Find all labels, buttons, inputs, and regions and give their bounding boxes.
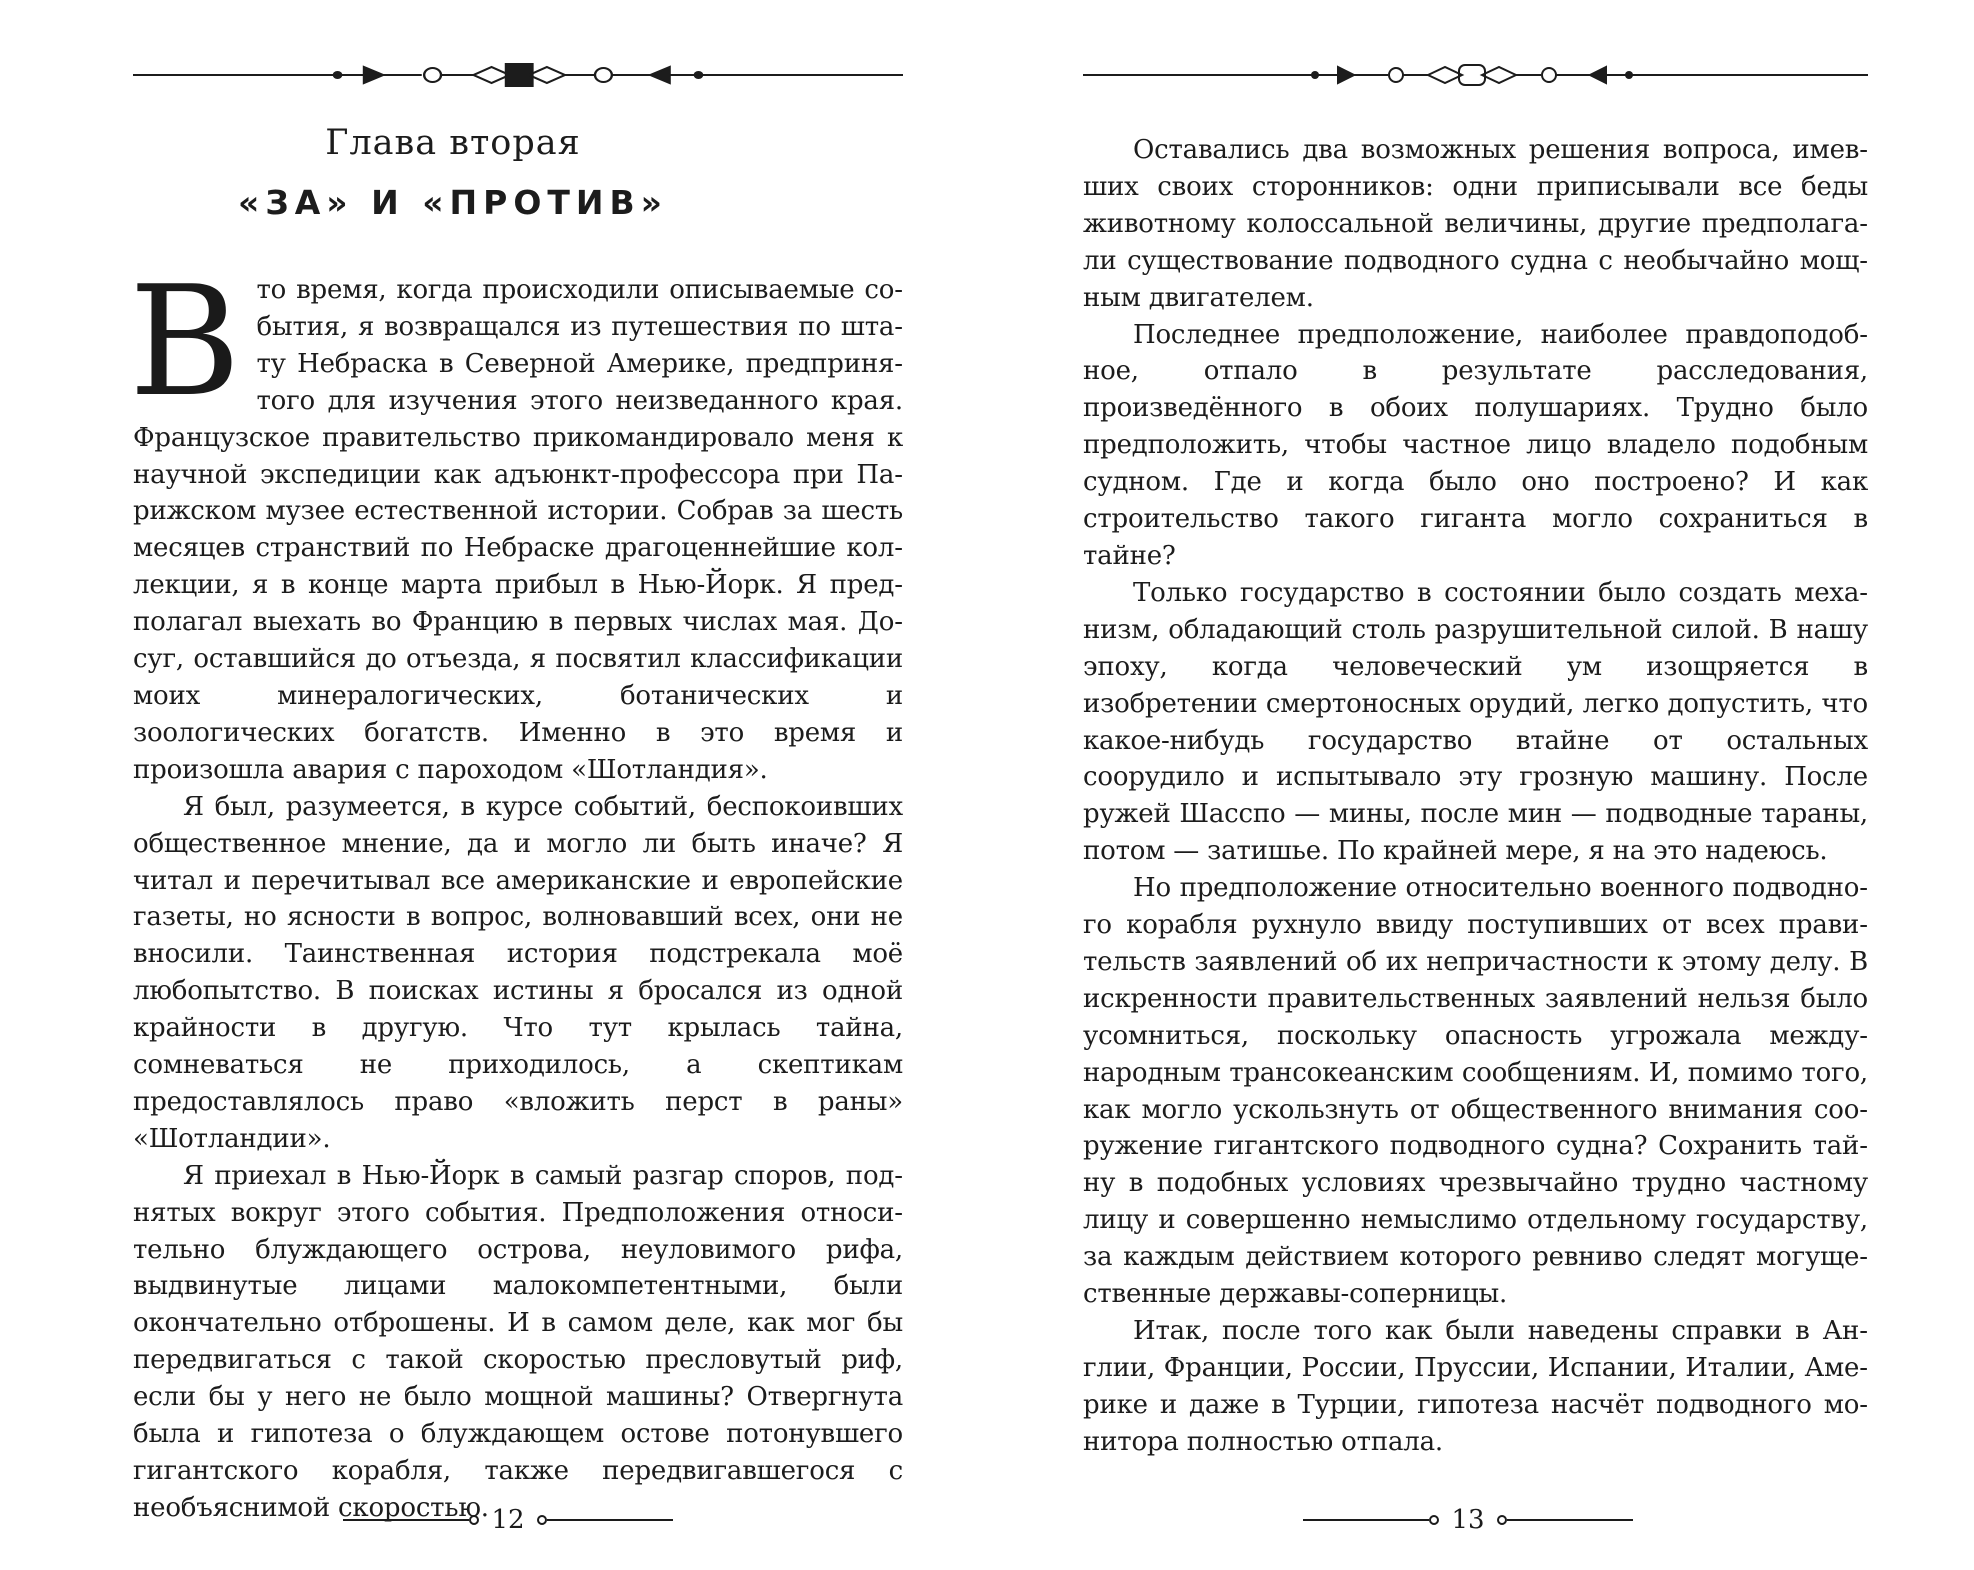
paragraph-text: то время, когда происходили описываемые события, я возвращался из путешествия по штату Небраска в Северной Америке, предпринятого для изучения этого неизведанного края. Французское правительство прикомандировало меня к научной экспедиции как адъюнкт-профессора при Парижском музее естественной истории. Собрав за шесть месяцев странствий по Небраске драгоценнейшие коллекции, я в конце марта прибыл в Нью-Йорк. Я предполагал выехать во Францию в первых числах мая. Досуг, оставшийся до отъезда, я посвятил классификации моих минералогических, ботанических и зоологических богатств. Именно в это время и произошла авария с пароходом «Шотландия».: [133, 275, 903, 785]
right-page: [1083, 0, 1868, 1570]
chapter-heading: [133, 118, 773, 228]
header-ornament-left: [133, 50, 903, 100]
left-page: [129, 0, 903, 1570]
paragraph: Оставались два возможных решения вопроса, имевших своих сторонников: одни приписывали все беды животному колоссальной величины, другие предполагали существование подводного судна с необычайно мощным двигателем.: [1083, 135, 1868, 313]
paragraph: Я был, разумеется, в курсе событий, беспокоивших общественное мнение, да и могло ли быть иначе? Я читал и перечитывал все американские и европейские газеты, но ясности в вопрос, волновавший всех, они не вносили. Таинственная история подстрекала моё любопытство. В поисках истины я бросался из одной крайности в другую. Что тут крылась тайна, сомневаться не приходилось, а скептикам предоставлялось право «вложить перст в раны» «Шотландии».: [133, 791, 903, 1154]
paragraph: Только государство в состоянии было создать механизм, обладающий столь разрушительной силой. В нашу эпоху, когда человеческий ум изощряется в изобретении смертоносных орудий, легко допустить, что какое-нибудь государство втайне от остальных соорудило и испытывало эту грозную машину. После ружей Шасспо — мины, после мин — подводные тараны, потом — затишье. По крайней мере, я на это надеюсь.: [1083, 577, 1868, 867]
page-number-left: [343, 1500, 673, 1540]
page-number-right: [1303, 1500, 1633, 1540]
right-page-body: [1083, 132, 1868, 1461]
paragraph: Итак, после того как были наведены справки в Англии, Франции, России, Пруссии, Испании, Италии, Америке и даже в Турции, гипотеза насчёт подводного монитора полностью отпала.: [1083, 1316, 1868, 1457]
page-number: 13: [1451, 1505, 1485, 1535]
chapter-number: Глава вторая: [325, 123, 581, 163]
paragraph: [129, 253, 903, 789]
page-number: 12: [491, 1505, 525, 1535]
left-page-body: [129, 253, 903, 1527]
paragraph: Последнее предположение, наиболее правдоподобное, отпало в результате расследования, произведённого в обоих полушариях. Трудно было предположить, чтобы частное лицо владело подобным судном. Где и когда было оно построено? И как строительство такого гиганта могло сохраниться в тайне?: [1083, 319, 1868, 571]
header-ornament-right: [1083, 50, 1868, 100]
chapter-title: «ЗА» И «ПРОТИВ»: [238, 183, 668, 222]
paragraph: Я приехал в Нью-Йорк в самый разгар споров, поднятых вокруг этого события. Предположения относительно блуждающего острова, неуловимого рифа, выдвинутые лицами малокомпетентными, были окончательно отброшены. И в самом деле, как мог бы передвигаться с такой скоростью пресловутый риф, если бы у него не было мощной машины? Отвергнута была и гипотеза о блуждающем остове потонувшего гигантского корабля, также передвигавшегося с необъяснимой скоростью.: [133, 1160, 903, 1523]
paragraph: Но предположение относительно военного подводного корабля рухнуло ввиду поступивших от всех правительств заявлений об их непричастности к этому делу. В искренности правительственных заявлений нельзя было усомниться, поскольку опасность угрожала международным трансокеанским сообщениям. И, помимо того, как могло ускользнуть от общественного внимания сооружение гигантского подводного судна? Сохранить тайну в подобных условиях чрезвычайно трудно частному лицу и совершенно немыслимо отдельному государству, за каждым действием которого ревниво следят могущественные державы-соперницы.: [1083, 873, 1868, 1310]
drop-cap: В: [129, 253, 241, 430]
